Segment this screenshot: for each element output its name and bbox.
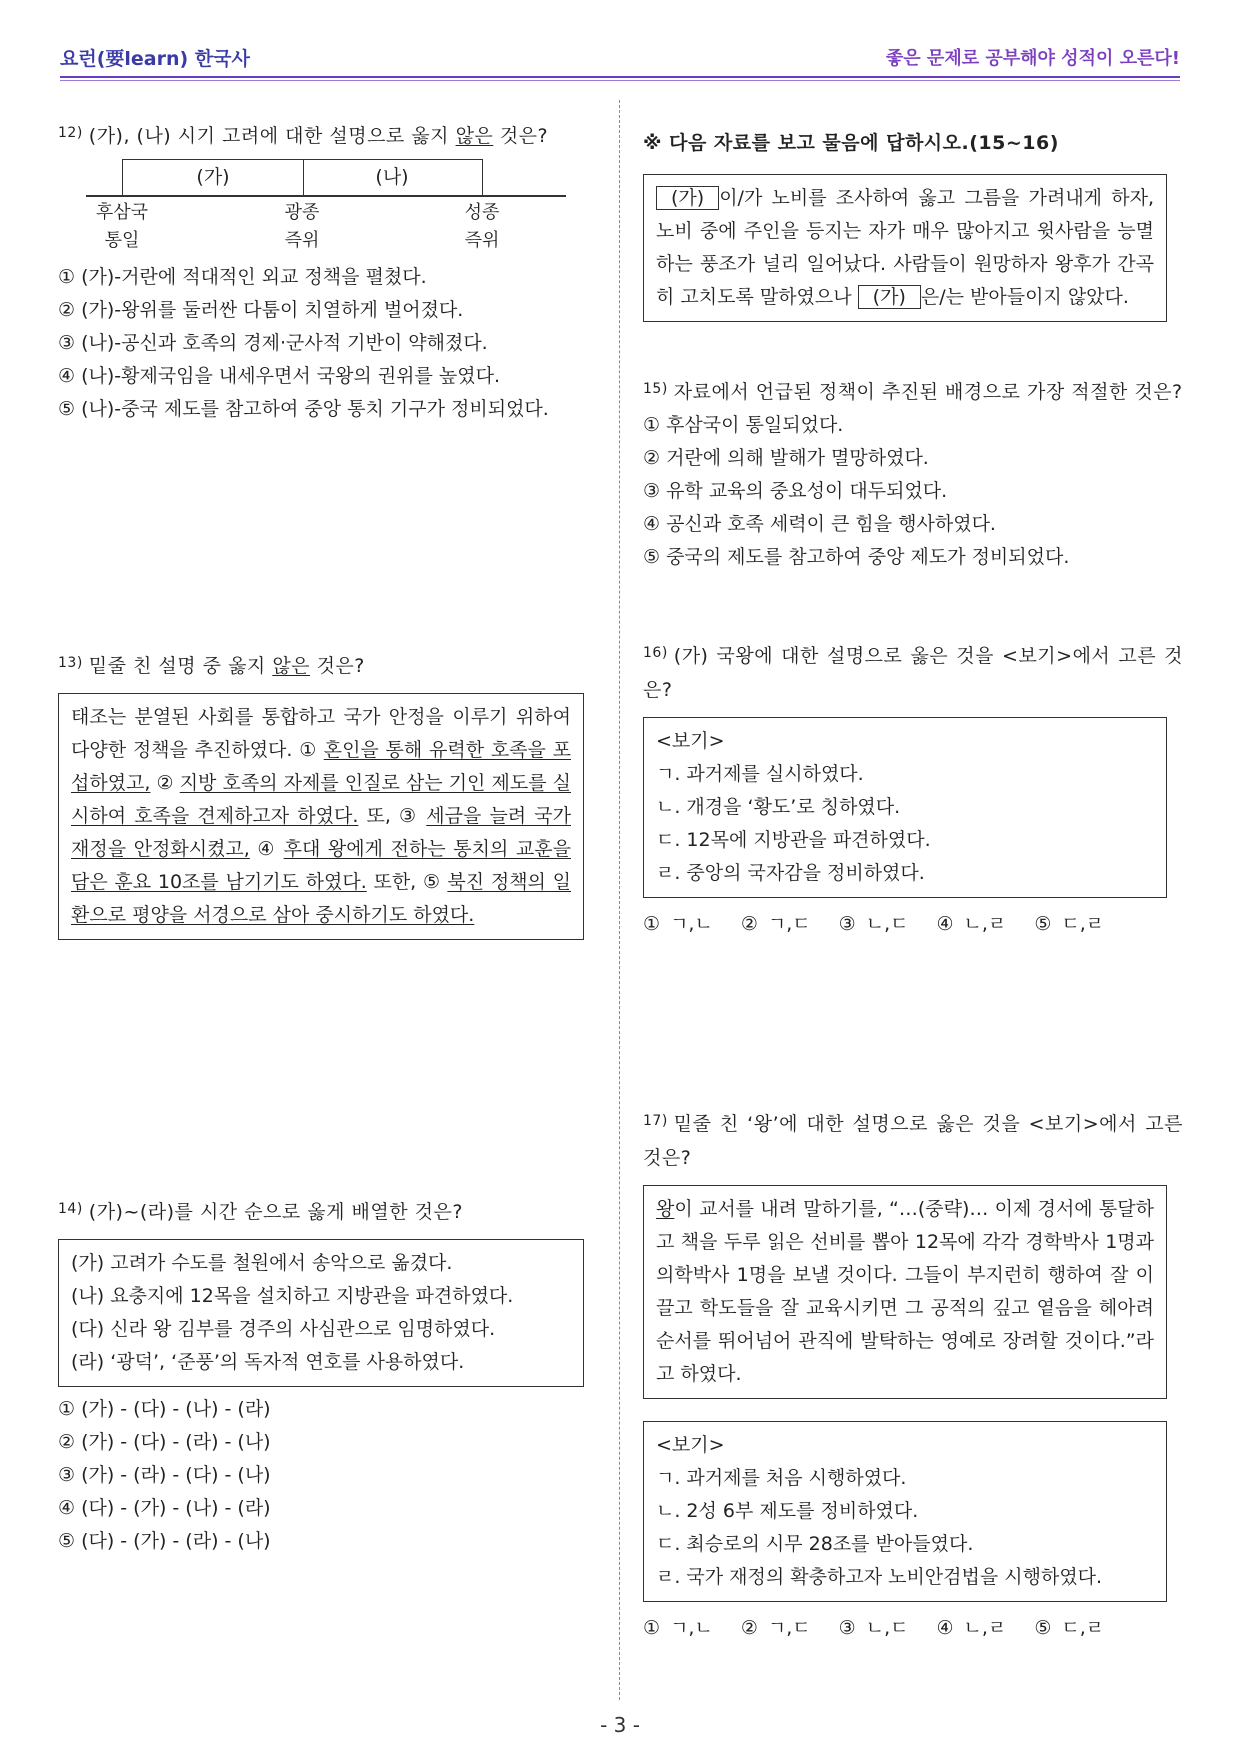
source-box: 왕이 교서를 내려 말하기를, “…(중략)… 이제 경서에 통달하고 책을 두루 읽은 선비를 뽑아 12목에 각각 경학박사 1명과 의학박사 1명을 보낼 것이다. 그들이 부지런히 행하여 잘 이끌고 학도들을 잘 교육시키면 그 공적의 깊고 옅음을 헤아려 순서를 뛰어넘어 관직에 발탁하는 영예로 장려할 것이다.”라고 하였다.	[643, 1185, 1167, 1399]
option[interactable]: ① ㄱ,ㄴ	[643, 913, 713, 935]
question-15	[643, 372, 1183, 574]
source-box	[58, 1239, 584, 1387]
underlined-king: 왕	[656, 1198, 675, 1220]
option[interactable]: ⑤ ㄷ,ㄹ	[1034, 913, 1105, 935]
option[interactable]: ① 후삼국이 통일되었다.	[643, 414, 844, 436]
option[interactable]: ③ (가) - (라) - (다) - (나)	[58, 1464, 271, 1486]
option[interactable]: ② (가) - (다) - (라) - (나)	[58, 1431, 271, 1453]
question-12	[58, 116, 598, 426]
option[interactable]: ① (가)-거란에 적대적인 외교 정책을 펼쳤다.	[58, 266, 427, 288]
question-number: 12)	[58, 125, 83, 141]
bogi-item: ㄹ. 중앙의 국자감을 정비하였다.	[656, 862, 925, 884]
timeline-tick: 후삼국 통일	[95, 202, 149, 251]
timeline-period-na: (나)	[302, 159, 483, 196]
underlined-statement: 세금을 늘려 국가 재정을 안정화시켰고,	[71, 805, 571, 860]
question-stem: $^{15)}$ 자료에서 언급된 정책이 추진된 배경으로 가장 적절한 것은?	[643, 381, 1183, 403]
underlined-statement: 지방 호족의 자제를 인질로 삼는 기인 제도를 실시하여 호족을 견제하고자 하였다.	[71, 772, 571, 827]
option-row	[643, 908, 1183, 940]
option[interactable]: ④ (다) - (가) - (나) - (라)	[58, 1497, 271, 1519]
header-slogan: 좋은 문제로 공부해야 성적이 오른다!	[885, 48, 1180, 69]
event-item: (나) 요충지에 12목을 설치하고 지방관을 파견하였다.	[71, 1285, 514, 1307]
option[interactable]: ① (가) - (다) - (나) - (라)	[58, 1398, 271, 1420]
question-stem: $^{12)}$ (가), (나) 시기 고려에 대한 설명으로 옳지 않은 것은?	[58, 125, 549, 147]
question-number: 14)	[58, 1201, 83, 1217]
column-divider	[619, 100, 620, 1700]
question-stem: $^{13)}$ 밑줄 친 설명 중 옳지 않은 것은?	[58, 655, 365, 677]
option[interactable]: ④ ㄴ,ㄹ	[936, 913, 1007, 935]
blank-ga: (가)	[656, 186, 719, 210]
bogi-box	[643, 1421, 1167, 1602]
question-number: 15)	[643, 381, 668, 397]
header-title: 요런(要learn) 한국사	[60, 48, 250, 70]
option[interactable]: ③ 유학 교육의 중요성이 대두되었다.	[643, 480, 948, 502]
option[interactable]: ⑤ 중국의 제도를 참고하여 중앙 제도가 정비되었다.	[643, 546, 1070, 568]
header-rule	[60, 76, 1180, 78]
timeline-period-ga: (가)	[122, 159, 304, 196]
option[interactable]: ④ (나)-황제국임을 내세우면서 국왕의 권위를 높였다.	[58, 365, 501, 387]
event-item: (가) 고려가 수도를 철원에서 송악으로 옮겼다.	[71, 1252, 453, 1274]
timeline-tick: 성종 즉위	[464, 202, 500, 251]
option-list	[58, 261, 598, 426]
option-row	[643, 1612, 1183, 1644]
option[interactable]: ③ ㄴ,ㄷ	[838, 913, 909, 935]
question-stem: $^{17)}$ 밑줄 친 ‘왕’에 대한 설명으로 옳은 것을 <보기>에서 고른 것은?	[643, 1113, 1183, 1169]
bogi-item: ㄷ. 12목에 지방관을 파견하였다.	[656, 829, 931, 851]
question-number: 16)	[643, 645, 668, 661]
bogi-title: <보기>	[656, 730, 725, 752]
option[interactable]: ② (가)-왕위를 둘러싼 다툼이 치열하게 벌어졌다.	[58, 299, 464, 321]
question-16	[643, 636, 1183, 940]
event-item: (다) 신라 왕 김부를 경주의 사심관으로 임명하였다.	[71, 1318, 496, 1340]
timeline-tick: 광종 즉위	[284, 202, 320, 251]
option[interactable]: ⑤ ㄷ,ㄹ	[1034, 1617, 1105, 1639]
underlined-statement: 후대 왕에게 전하는 통치의 교훈을 담은 훈요 10조를 남기기도 하였다.	[71, 838, 571, 893]
event-item: (라) ‘광덕’, ‘준풍’의 독자적 연호를 사용하였다.	[71, 1351, 465, 1373]
option[interactable]: ③ ㄴ,ㄷ	[838, 1617, 909, 1639]
bogi-item: ㄹ. 국가 재정의 확충하고자 노비안검법을 시행하였다.	[656, 1566, 1103, 1588]
option-list	[643, 409, 1183, 574]
source-box: 태조는 분열된 사회를 통합하고 국가 안정을 이루기 위하여 다양한 정책을 추진하였다. ① 혼인을 통해 유력한 호족을 포섭하였고, ② 지방 호족의 자제를 인질로 삼는 기인 제도를 실시하여 호족을 견제하고자 하였다. 또, ③ 세금을 늘려 국가 재정을 안정화시켰고, ④ 후대 왕에게 전하는 통치의 교훈을 담은 훈요 10조를 남기기도 하였다. 또한, ⑤ 북진 정책의 일환으로 평양을 서경으로 삼아 중시하기도 하였다.	[58, 693, 584, 940]
underlined-statement: 북진 정책의 일환으로 평양을 서경으로 삼아 중시하기도 하였다.	[71, 871, 571, 926]
bogi-item: ㄴ. 2성 6부 제도를 정비하였다.	[656, 1500, 919, 1522]
question-set-15-16	[643, 126, 1183, 322]
timeline	[86, 159, 566, 259]
question-number: 13)	[58, 655, 83, 671]
question-17	[643, 1104, 1183, 1644]
option-list	[58, 1393, 598, 1558]
source-box: (가) 이/가 노비를 조사하여 옳고 그름을 가려내게 하자, 노비 중에 주인을 등지는 자가 매우 많아지고 윗사람을 능멸하는 풍조가 널리 일어났다. 사람들이 원망하자 왕후가 간곡히 고치도록 말하였으나 (가) 은/는 받아들이지 않았다.	[643, 174, 1167, 322]
bogi-item: ㄱ. 과거제를 처음 시행하였다.	[656, 1467, 907, 1489]
option[interactable]: ④ ㄴ,ㄹ	[936, 1617, 1007, 1639]
bogi-item: ㄷ. 최승로의 시무 28조를 받아들였다.	[656, 1533, 974, 1555]
option[interactable]: ② 거란에 의해 발해가 멸망하였다.	[643, 447, 929, 469]
question-number: 17)	[643, 1113, 668, 1129]
option[interactable]: ① ㄱ,ㄴ	[643, 1617, 713, 1639]
option[interactable]: ④ 공신과 호족 세력이 큰 힘을 행사하였다.	[643, 513, 996, 535]
option[interactable]: ⑤ (나)-중국 제도를 참고하여 중앙 통치 기구가 정비되었다.	[58, 398, 549, 420]
page-number: - 3 -	[600, 1713, 640, 1737]
question-13	[58, 646, 598, 940]
option[interactable]: ② ㄱ,ㄷ	[740, 913, 811, 935]
option[interactable]: ② ㄱ,ㄷ	[740, 1617, 811, 1639]
question-stem: $^{16)}$ (가) 국왕에 대한 설명으로 옳은 것을 <보기>에서 고른 것은?	[643, 645, 1183, 701]
set-instruction: ※ 다음 자료를 보고 물음에 답하시오.(15~16)	[643, 132, 1059, 154]
header-rule-thin	[60, 80, 1180, 81]
bogi-title: <보기>	[656, 1434, 725, 1456]
bogi-box	[643, 717, 1167, 898]
blank-ga: (가)	[858, 285, 921, 309]
question-14	[58, 1192, 598, 1558]
underlined-statement: 혼인을 통해 유력한 호족을 포섭하였고,	[71, 739, 571, 794]
option[interactable]: ③ (나)-공신과 호족의 경제·군사적 기반이 약해졌다.	[58, 332, 488, 354]
option[interactable]: ⑤ (다) - (가) - (라) - (나)	[58, 1530, 271, 1552]
bogi-item: ㄴ. 개경을 ‘황도’로 칭하였다.	[656, 796, 901, 818]
question-stem: $^{14)}$ (가)~(라)를 시간 순으로 옳게 배열한 것은?	[58, 1201, 463, 1223]
bogi-item: ㄱ. 과거제를 실시하였다.	[656, 763, 864, 785]
